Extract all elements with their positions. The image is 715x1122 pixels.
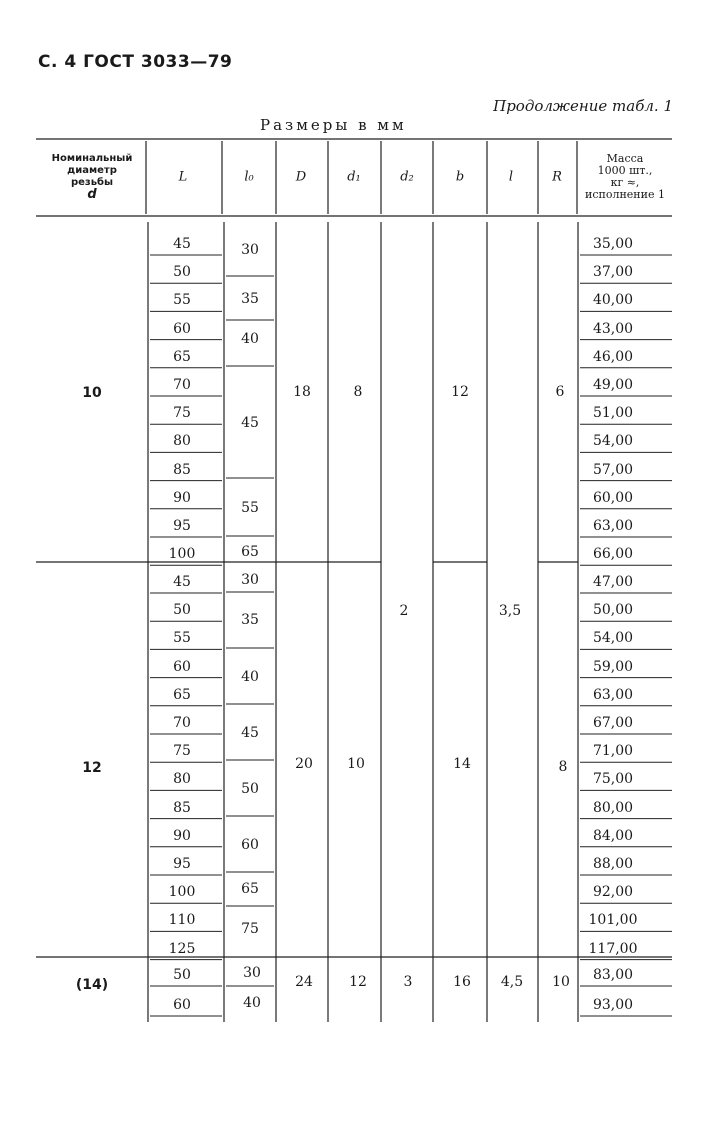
l0-value: 65 [241,881,259,897]
length-value: 65 [173,348,191,365]
mass-value: 93,00 [592,997,634,1013]
group-b-value: 14 [453,756,471,772]
length-value: 80 [173,433,191,450]
group-d-value: 12 [82,760,102,776]
mass-value: 40,00 [592,292,634,309]
length-value: 55 [173,630,191,647]
units-caption: Размеры в мм [260,116,407,134]
mass-value: 75,00 [592,771,634,788]
group-l-value: 4,5 [500,974,524,990]
length-value: 60 [173,997,191,1013]
length-value: 65 [173,686,191,703]
mass-value: 63,00 [592,518,634,534]
group-R-value: 6 [555,384,565,400]
group-d-value: 10 [82,385,102,401]
mass-value: 83,00 [592,967,634,983]
group-D-value: 18 [293,384,311,400]
page-header: С. 4 ГОСТ 3033—79 [38,52,233,72]
mass-value: 47,00 [592,574,634,590]
l0-value: 30 [243,965,261,981]
header-nominal-diameter: Номинальный диаметр резьбы d [51,153,133,202]
length-value: 75 [173,743,191,760]
mass-value: 117,00 [588,940,638,957]
l0-value: 50 [241,781,259,797]
length-value: 45 [173,574,191,590]
mass-value: 92,00 [592,884,634,901]
length-value: 100 [168,884,196,901]
l0-value: 45 [241,415,259,431]
length-value: 50 [173,264,191,281]
l0-value: 60 [241,837,259,853]
length-value: 60 [173,320,191,337]
mass-value: 101,00 [588,912,638,929]
l0-value: 30 [241,572,259,588]
mass-value: 49,00 [592,377,634,393]
shared-d2-value: 2 [399,603,409,619]
l0-value: 40 [243,995,261,1011]
length-value: 45 [173,236,191,252]
group-d1-value: 10 [347,756,365,772]
l0-value: 55 [241,500,259,516]
table-continuation: Продолжение табл. 1 [493,97,673,115]
length-value: 90 [173,827,191,844]
l0-value: 35 [241,612,259,628]
shared-l-value: 3,5 [498,603,522,619]
length-value: 100 [168,546,196,563]
mass-value: 80,00 [592,799,634,816]
mass-value: 37,00 [592,264,634,281]
header-l0: l₀ [244,169,254,185]
l0-value: 40 [241,669,259,685]
header-d2: d₂ [400,169,414,185]
header-b: b [455,169,465,185]
mass-value: 43,00 [592,320,634,337]
group-R-value: 10 [552,974,570,990]
length-value: 110 [168,912,196,929]
length-value: 70 [173,377,191,393]
group-d1-value: 12 [349,974,367,990]
l0-value: 45 [241,725,259,741]
l0-value: 75 [241,921,259,937]
length-value: 80 [173,771,191,788]
l0-value: 65 [241,544,259,560]
length-value: 50 [173,967,191,983]
l0-value: 40 [241,331,259,347]
length-value: 90 [173,489,191,506]
mass-value: 46,00 [592,348,634,365]
mass-value: 57,00 [592,461,634,478]
header-L: L [178,169,188,185]
length-value: 50 [173,602,191,619]
length-value: 70 [173,715,191,731]
mass-value: 60,00 [592,489,634,506]
group-D-value: 20 [295,756,313,772]
group-d-value: (14) [75,977,109,993]
mass-value: 59,00 [592,658,634,675]
group-D-value: 24 [295,974,313,990]
header-D: D [295,169,307,185]
group-b-value: 16 [453,974,471,990]
mass-value: 67,00 [592,715,634,731]
header-l: l [508,169,514,185]
mass-value: 84,00 [592,827,634,844]
mass-value: 88,00 [592,856,634,872]
length-value: 85 [173,799,191,816]
group-d1-value: 8 [353,384,363,400]
mass-value: 50,00 [592,602,634,619]
mass-value: 71,00 [592,743,634,760]
mass-value: 51,00 [592,405,634,422]
mass-value: 35,00 [592,236,634,252]
group-d2-value: 3 [403,974,413,990]
length-value: 60 [173,658,191,675]
header-d1: d₁ [347,169,361,185]
l0-value: 30 [241,242,259,258]
header-mass: Масса 1000 шт., кг ≈, исполнение 1 [585,152,665,201]
length-value: 55 [173,292,191,309]
group-R-value: 8 [558,759,568,775]
mass-value: 63,00 [592,686,634,703]
length-value: 125 [168,940,196,957]
mass-value: 66,00 [592,546,634,563]
length-value: 75 [173,405,191,422]
l0-value: 35 [241,291,259,307]
length-value: 95 [173,856,191,872]
group-b-value: 12 [451,384,469,400]
mass-value: 54,00 [592,433,634,450]
header-R: R [552,169,562,185]
length-value: 85 [173,461,191,478]
mass-value: 54,00 [592,630,634,647]
length-value: 95 [173,518,191,534]
